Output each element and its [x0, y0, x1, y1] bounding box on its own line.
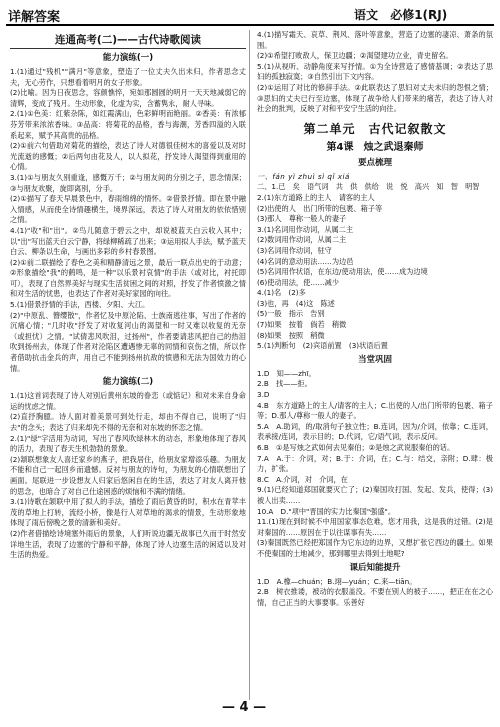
- answer-paragraph: 2.B 树衣推诿，被动的衣服盖没。不要在别人的被子……，把正在在之心情，自己正当的大事要事。乐善好: [257, 587, 493, 607]
- answer-paragraph: (6)使动用法，使……减少: [257, 277, 340, 287]
- answer-paragraph: 5.(1)从视听、动静角度来写抒情。①为全诗营造了感情基调；②表达了思妇的孤独寂寞；③自然引出下文内容。: [257, 61, 493, 82]
- answer-paragraph: 3.(1)①与朋友久别重逢，感慨万千；②与朋友间的分别之子，思念情深；③与朋友欢聚，旋即离别，分手。: [10, 172, 246, 193]
- header-subject: 语文: [354, 8, 379, 22]
- header-book: 必修1(RJ): [390, 8, 448, 22]
- header-rule: [6, 24, 494, 26]
- answer-paragraph: (2)①前二联描绘了春色之美和精静清远之景，最后一联点出史的于动意；②形象描绘"我"的鹤鸣，是一种"以乐景衬哀情"的手法（或对比，衬托即可），表现了自然界美好与现实生活贫困之间的对照，抒发了作者愤激之情和对生活的忧患，也表达了作者对美好家园的向往。: [10, 257, 246, 299]
- unit-title: 第二单元 古代记叙散文: [303, 121, 447, 136]
- answer-paragraph: 4.B 东方道路上的主人/请客的主人；C.出使的人/出门所带的包裹、箱子等；D.那人/尊称一般人的妻子。: [257, 400, 493, 421]
- consolidate-heading: 当堂巩固: [357, 354, 392, 365]
- header-title: 详解答案: [8, 10, 61, 25]
- answer-paragraph: 2.(1)"绿"字活用为动词，写出了春风吹绿林木的动态，形象地体现了春风的活力，表现了春天生机勃勃的景象。: [10, 433, 246, 454]
- answer-paragraph: 4.(1)描写霜天、哀草、荆风、落叶等意象，营造了边塞的凄凉、萧条的氛围。: [257, 30, 493, 50]
- answer-paragraph: 10.A D."项中"晋国的实力比秦国"强盛"。: [257, 506, 396, 516]
- answer-paragraph: (2)①描写了春天早晨景色中，春雨绵绵的情怀。②借景抒情。即在景中融入情感，从而使全诗情趣横生，境界深远，表达了诗人对朋友的依依惜别之情。: [10, 194, 246, 225]
- answer-paragraph: (2)"中原乱、簪缨散"，作者忆及中原沦陷、士族南逃往事，写出了作者的沉痛心情；"几时收"抒发了对收复河山的渴望和一时又难以收复的无奈（或担忧）之情。"试倩悲风吹泪，过扬州"，作者要请悲风把自己的热泪吹到扬州去，体现了作者对沦陷区遭遇惨无辜的同情和哀伤之情，所以作者借助抗击金兵的声，用自己不能到扬州抗敌的愤懑和无法为国效力的心情。: [10, 310, 246, 373]
- answer-paragraph: (2)作者借描绘诗境塞外雨后的景象，人们听说边疆无战事已久而于时然安详地生活，表现了边塞的宁静和平静，体现了诗人边塞生活的闲适以及对生活的热爱。: [10, 528, 246, 560]
- answer-paragraph: 2.(1)东方道路上的主人 请客的主人: [257, 192, 375, 202]
- key-points-heading: 要点梳理: [357, 157, 392, 168]
- answer-paragraph: 11.(1)现在到时候不中用国家事态危难，您才用我，这是我的过错。(2)是对秦国的……原因在于以往谋事有失……: [257, 517, 493, 537]
- pinyin-line: 一、fán yì zhuì sì qǐ xiá: [257, 171, 350, 181]
- column-divider: [249, 30, 250, 700]
- answer-paragraph: (2)数词用作动词，从属二主: [257, 235, 347, 245]
- answer-paragraph: 3.(1)名词用作动词，从属二主: [257, 224, 354, 234]
- answer-paragraph: (2)①希望打败敌人，保卫边疆；②渴望建功立业，青史留名。: [257, 51, 453, 61]
- answer-paragraph: (5)名词用作状语，在东边/使动用法，使……成为边境: [257, 267, 428, 277]
- practice-one-heading: 能力演练(一): [102, 53, 154, 63]
- answer-paragraph: (4)名词的意动用法……为边邑: [257, 256, 354, 266]
- answer-paragraph: 3.D: [257, 390, 270, 400]
- answer-paragraph: (3)名词用作动词，驻守: [257, 245, 332, 255]
- answer-paragraph: 5.A A.助词，的/取消句子独立性；B.连词，因为/介词，依靠；C.连词，表承接/连词，表示目的；D.代词，它/语气词，表示反问。: [257, 421, 493, 442]
- answer-paragraph: 5.(1)判断句 (2)宾语前置 (3)状语后置: [257, 341, 388, 351]
- answer-paragraph: 1.(1)通过"残机""满月"等意象，塑造了一位丈夫久出未归，作者思念丈夫，无心劳作，只想看着明月的女子形象。: [10, 67, 246, 87]
- practice-two-heading: 能力演练(二): [102, 377, 154, 388]
- answer-paragraph: (2)颔联想象友人喜迁家乡的燕子，把我居住，给朋友家增添乐趣。为朋友不能和自己一起回乡而遗憾。反衬与朋友的诗句，为朋友的心情联想出了画面。尾联进一步设想友人归家后悠闲自在的生活，表达了对友人离开他的思念，也暗合了对自己仕途困惑的烦恼和不满的情绪。: [10, 454, 246, 496]
- answer-paragraph: 7.A A.于：介词，对；B.于：介词，在；C.与：结交，亲附；D.肆：极力，扩张。: [257, 453, 493, 474]
- answer-paragraph: 9.(1)已经知道郑国就要灭亡了；(2)秦国攻打国、发起、发兵，使得；(3)被人出卖……: [257, 485, 493, 505]
- answer-paragraph: 8.C A.介词，对 介词，在: [257, 474, 348, 484]
- answer-paragraph: 1.D A.橡—chuán；B.翊—yuán；C.来—tiān。: [257, 576, 417, 586]
- answer-paragraph: 2.B 找——拒。: [257, 379, 312, 389]
- header-info: [354, 6, 455, 23]
- after-class-heading: 课后知能提升: [349, 562, 401, 573]
- answer-paragraph: (2)①运用了对比的修辞手法。②此联表达了思妇对丈夫未归的怨恨之情；③思妇的丈夫已行至边塞，体现了战争给人们带来的痛苦，表达了诗人对社会的批判，反映了对和平安宁生活的向往。: [257, 82, 493, 114]
- lesson-title: [257, 140, 493, 155]
- answer-paragraph: (2)出使的人 出门所带的包裹、箱子等: [257, 203, 383, 213]
- lesson-name: 烛之武退秦师: [363, 141, 424, 153]
- answer-paragraph: 5.(1)借景抒情的手法，西楼、夕阳、大江。: [10, 300, 150, 310]
- answer-paragraph: 1.(1)这首词表现了诗人对别后黄州东坡的眷恋（或惦记）和对未来自身命运的忧虑之情。: [10, 391, 246, 411]
- answer-paragraph: (3)那人 尊称一般人的妻子: [257, 214, 347, 224]
- answer-paragraph: 二、1.已 矣 语气词 共 供 供给 说 悦 高兴 知 智 明智: [257, 182, 480, 192]
- answer-paragraph: 1.D 知——zhī。: [257, 368, 316, 378]
- answer-paragraph: (7)如果 按着 倘若 稍微: [257, 320, 347, 330]
- answer-paragraph: (5)一般 指示 告别: [257, 309, 325, 319]
- answer-paragraph: 4.(1)"收"和"出"。②鸟儿随意于碧云之中，却说被蓝天白云收入其中；以"出"写出蓝天白云宁静，将绿柳稀疏了出来；③运用拟人手法，赋予蓝天白云、柳条以生命，与画出多彩的乡村春景图。: [10, 225, 246, 257]
- answer-paragraph: 4.(1)名 (2)多: [257, 288, 306, 298]
- answer-paragraph: (2)①前六句借助对菊花的描绘，表达了诗人对德很佳树木的喜爱以及对时光流逝的感慨；②后两句由花及人，以人拟花，抒发诗人渴望得到重用的心情。: [10, 141, 246, 172]
- answer-paragraph: (2)比喻。因为日夜思念，容颜憔悴，宛如那圆圆的明月一天天地减弱它的清辉，变成了残月。生动形象，化虚为实，含蓄隽永，耐人寻味。: [10, 88, 246, 108]
- answer-paragraph: 3.(1)诗歌在颔联中用了拟人的手法，描绘了雨后黄昏的时，积水在青苹丰茂的草地上打转，流经小桥，像是行人对草地的渴求的情景，生动形象地体现了雨后傍晚之景的清新和美好。: [10, 497, 246, 528]
- answer-paragraph: (2)直抒胸臆。诗人面对着美景可到处行走，却由不得自己，说明了"归去"的念头；表达了归来却先不得的无奈和对东坡的怀恋之情。: [10, 412, 246, 432]
- answer-paragraph: 6.B ①是写烛之武如何去见秦伯；②是烛之武说服秦伯的话。: [257, 443, 455, 452]
- exam-link-title: 连通高考(二)——古代诗歌阅读: [10, 32, 246, 49]
- left-column: [10, 30, 246, 561]
- lesson-number: 第4课: [326, 141, 354, 153]
- answer-paragraph: (3)秦国既然已经把郑国作为它东边的边界，又想扩张它西边的疆土。如果不使秦国的土地减少，那到哪里去得到土地呢?: [257, 538, 493, 558]
- answer-paragraph: 2.(1)①色美：红紫杂陈，如红霞满山，色彩鲜明而艳丽。②香美：有浓郁芬芳带来浓浓香味。③品高：将菊花的品格，香与海潮，芳香四溢的入联系起来，赋予其高贵的品格。: [10, 109, 246, 140]
- answer-paragraph: (3)也，再 (4)这 陈述: [257, 298, 335, 308]
- right-column: [257, 30, 493, 608]
- answer-paragraph: (8)如果 按照 稍微: [257, 330, 325, 340]
- page-number: — 4 —: [222, 700, 267, 715]
